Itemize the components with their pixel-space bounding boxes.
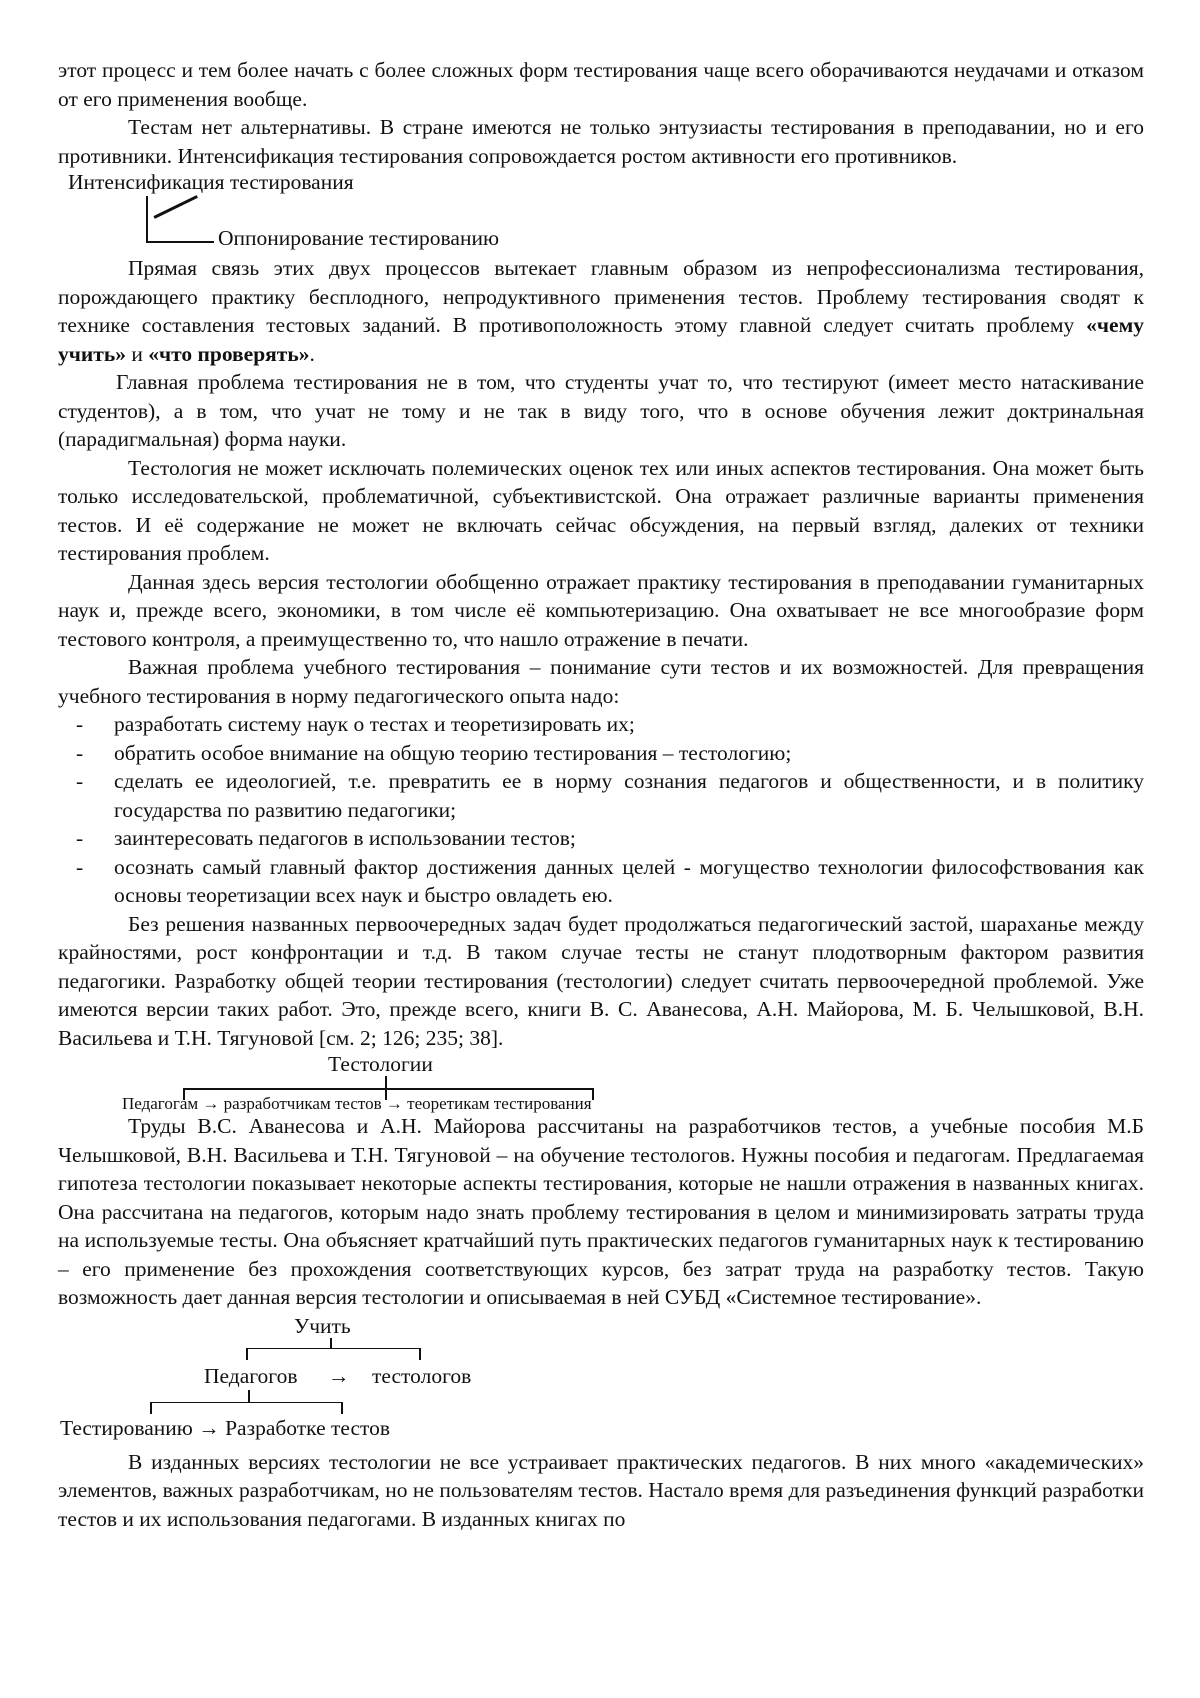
paragraph: В изданных версиях тестологии не все устраивает практических педагогов. В них много «академических» элементов, важных разработчикам, но не пользователям тестов. Настало время для разъединения функций разработки тестов и их использования педагогами. В изданных книгах по (58, 1449, 1144, 1531)
diagram-left-label: Педагогов (204, 1363, 298, 1388)
diagram-intensification (58, 170, 1144, 254)
diagram-top-label: Учить (294, 1313, 351, 1338)
diagram-vertical-line (385, 1076, 387, 1088)
task-list (58, 710, 1144, 910)
paragraph: Прямая связь этих двух процессов вытекает главным образом из непрофессионализма тестирования, порождающего практику бесплодного, непродуктивного применения тестов. Проблему тестирования сводят к технике составления тестовых заданий. В противоположность этому главной следует считать проблему «чему учить» и «что проверять». (58, 256, 1144, 366)
document-page (58, 56, 1144, 1533)
paragraph: Без решения названных первоочередных задач будет продолжаться педагогический застой, шараханье между крайностями, рост конфронтации и т.д. В таком случае тесты не станут плодотворным фактором развития педагогики. Разработку общей теории тестирования (тестологии) следует считать первоочередной проблемой. Уже имеются версии таких работ. Это, прежде всего, книги В. С. Аванесова, А.Н. Майорова, М. Б. Челышковой, В.Н. Васильева и Т.Н. Тягуновой [см. 2; 126; 235; 38]. (58, 911, 1144, 1050)
diagram-baseline (146, 241, 214, 243)
diagram-horizontal-line (246, 1348, 420, 1350)
paragraph: Данная здесь версия тестологии обобщенно отражает практику тестирования в преподавании гуманитарных наук и, прежде всего, экономики, в том числе её компьютеризацию. Она охватывает не все многообразие форм тестового контроля, а преимущественно то, что нашло отражение в печати. (58, 569, 1144, 651)
diagram-top-label: Интенсификация тестирования (68, 170, 354, 194)
diagram-diagonal-line (153, 195, 197, 218)
diagram-vertical-line (330, 1338, 332, 1348)
list-item: - заинтересовать педагогов в использовании тестов; (58, 824, 1144, 853)
paragraph: этот процесс и тем более начать с более сложных форм тестирования чаще всего оборачиваются неудачами и отказом от его применения вообще. (58, 58, 1144, 111)
diagram-tick (419, 1348, 421, 1360)
list-item: - сделать ее идеологией, т.е. превратить ее в норму сознания педагогов и общественности, и в политику государства по развитию педагогики; (58, 767, 1144, 824)
diagram-tick (246, 1348, 248, 1360)
diagram-testology (58, 1052, 1144, 1112)
paragraph: Тестам нет альтернативы. В стране имеются не только энтузиасты тестирования в преподавании, но и его противники. Интенсификация тестирования сопровождается ростом активности его противников. (58, 115, 1144, 168)
diagram-tick (150, 1402, 152, 1414)
diagram-horizontal-line (150, 1402, 342, 1404)
diagram-right-label: тестологов (372, 1363, 472, 1388)
paragraph: Важная проблема учебного тестирования – понимание сути тестов и их возможностей. Для превращения учебного тестирования в норму педагогического опыта надо: (58, 655, 1144, 708)
list-item: - осознать самый главный фактор достижения данных целей - могущество технологии философствования как основы теоретизации всех наук и быстро овладеть ею. (58, 853, 1144, 910)
diagram-arrow: → (328, 1363, 350, 1388)
list-item: - обратить особое внимание на общую теорию тестирования – тестологию; (58, 739, 1144, 768)
diagram-bottom-label: Оппонирование тестированию (218, 226, 500, 250)
paragraph: Главная проблема тестирования не в том, что студенты учат то, что тестируют (имеет место натаскивание студентов), а в том, что учат не тому и не так в виду того, что в основе обучения лежит доктринальная (парадигмальная) форма науки. (58, 370, 1144, 451)
paragraph: Труды В.С. Аванесова и А.Н. Майорова рассчитаны на разработчиков тестов, а учебные пособия М.Б Челышковой, В.Н. Васильева и Т.Н. Тягуновой – на обучение тестологов. Нужны пособия и педагогам. Предлагаемая гипотеза тестологии показывает некоторые аспекты тестирования, которые не нашли отражения в названных книгах. Она рассчитана на педагогов, которым надо знать проблему тестирования в целом и минимизировать затраты труда на используемые тесты. Она объясняет кратчайший путь практических педагогов гуманитарных наук к тестированию – его применение без прохождения соответствующих курсов, без затрат труда на разработку тестов. Такую возможность дает данная версия тестологии и описываемая в ней СУБД «Системное тестирование». (58, 1114, 1144, 1309)
diagram-top-label: Тестологии (328, 1052, 433, 1076)
diagram-tick (341, 1402, 343, 1414)
diagram-bottom-label: Тестированию → Разработке тестов (60, 1415, 391, 1440)
diagram-horizontal-line (183, 1088, 593, 1090)
diagram-tick (592, 1088, 594, 1100)
list-item: - разработать систему наук о тестах и теоретизировать их; (58, 710, 1144, 739)
paragraph: Тестология не может исключать полемических оценок тех или иных аспектов тестирования. Она может быть только исследовательской, проблематичной, субъективистской. Она отражает различные варианты применения тестов. И её содержание не может не включать сейчас обсуждения, на первый взгляд, далеких от техники тестирования проблем. (58, 455, 1144, 565)
diagram-vertical-line (248, 1390, 250, 1402)
diagram-teach (58, 1312, 1144, 1448)
diagram-bottom-label: Педагогам → разработчикам тестов → теоретикам тестирования (122, 1094, 592, 1113)
diagram-vertical-line (146, 196, 148, 242)
